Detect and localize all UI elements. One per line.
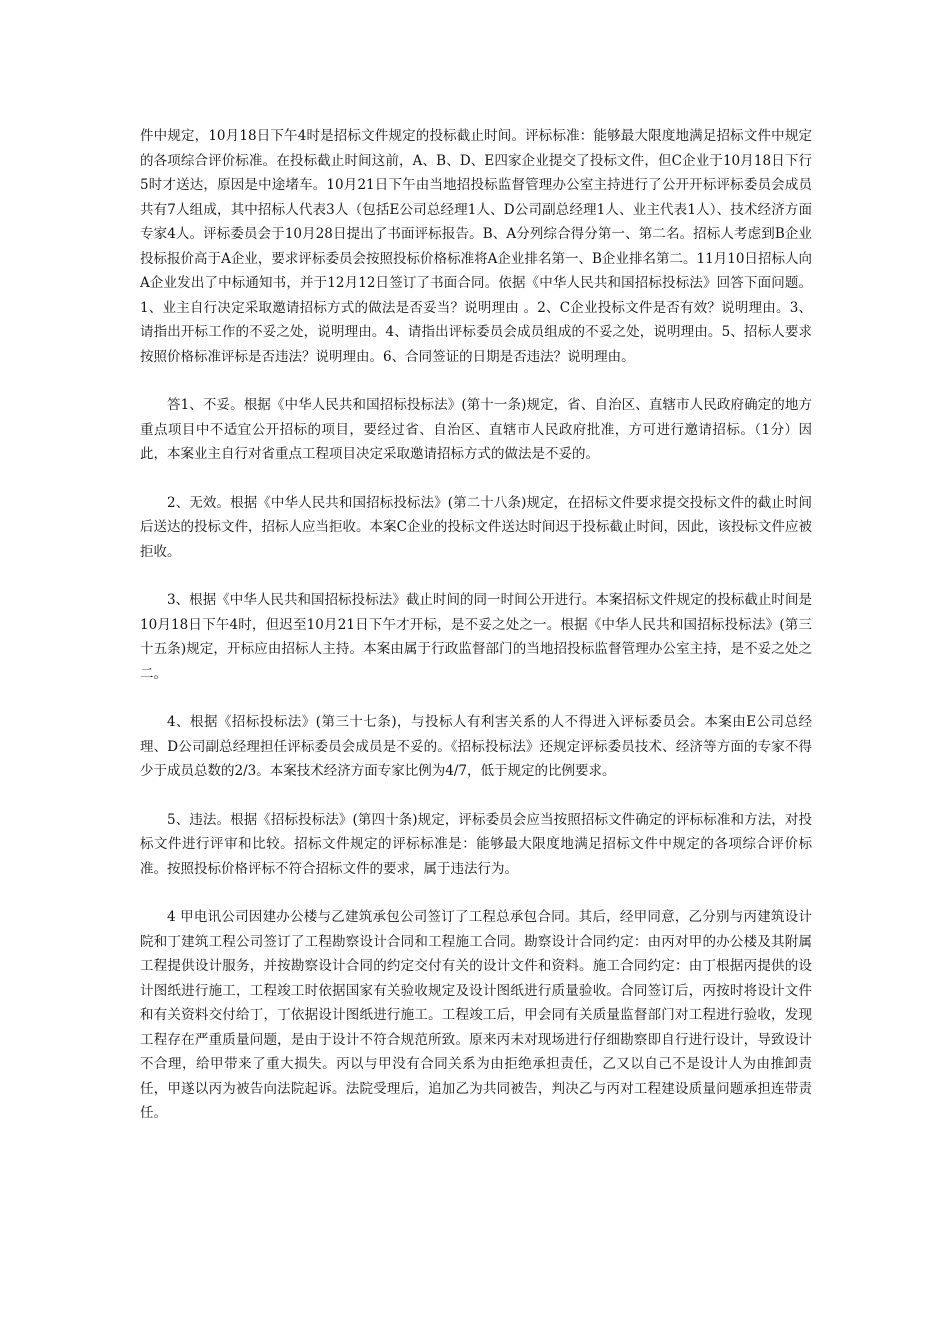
case-question-paragraph: 件中规定，10月18日下午4时是招标文件规定的投标截止时间。评标标准：能够最大限度地满足招标文件中规定的各项综合评价标准。在投标截止时间这前，A、B、D、E四家企业提交了投标文件，但C企业于10月18日下行5时才送达，原因是中途堵车。10月21日下午由当地招投标监督管理办公室主持进行了公开开标评标委员会成员共有7人组成，其中招标人代表3人（包括E公司总经理1人、D公司副总经理1人、业主代表1人）、技术经济方面专家4人。评标委员会于10月28日提出了书面评标报告。B、A分列综合得分第一、第二名。招标人考虑到B企业投标报价高于A企业，要求评标委员会按照投标价格标准将A企业排名第一、B企业排名第二。11月10日招标人向A企业发出了中标通知书，并于12月12日签订了书面合同。依据《中华人民共和国招标投标法》回答下面问题。1、业主自行决定采取邀请招标方式的做法是否妥当？说明理由 。2、C企业投标文件是否有效？说明理由。3、请指出开标工作的不妥之处，说明理由。4、请指出评标委员会成员组成的不妥之处，说明理由。5、招标人要求按照价格标准评标是否违法？说明理由。6、合同签证的日期是否违法？说明理由。	[140, 128, 812, 365]
answer-2-paragraph: 2、无效。根据《中华人民共和国招标投标法》(第二十八条)规定，在招标文件要求提交投标文件的截止时间后送达的投标文件，招标人应当拒收。本案C企业的投标文件送达时间迟于投标截止时间，因此，该投标文件应被拒收。	[140, 494, 812, 560]
answer-5-paragraph: 5、违法。根据《招标投标法》(第四十条)规定，评标委员会应当按照招标文件确定的评标标准和方法，对投标文件进行评审和比较。招标文件规定的评标标准是：能够最大限度地满足招标文件中规定的各项综合评价标准。按照投标价格评标不符合招标文件的要求，属于违法行为。	[140, 811, 812, 877]
answer-3-paragraph: 3、根据《中华人民共和国招标投标法》截止时间的同一时间公开进行。本案招标文件规定的投标截止时间是10月18日下午4时，但迟至10月21日下午才开标，是不妥之处之一。根据《中华人民共和国招标投标法》(第三十五条)规定，开标应由招标人主持。本案由属于行政监督部门的当地招投标监督管理办公室主持，是不妥之处之二。	[140, 592, 812, 682]
answer-4-paragraph: 4、根据《招标投标法》(第三十七条)，与投标人有利害关系的人不得进入评标委员会。本案由E公司总经理、D公司副总经理担任评标委员会成员是不妥的。《招标投标法》还规定评标委员技术、经济等方面的专家不得少于成员总数的2/3。本案技术经济方面专家比例为4/7，低于规定的比例要求。	[140, 714, 812, 779]
answer-1-paragraph: 答1、不妥。根据《中华人民共和国招标投标法》(第十一条)规定，省、自治区、直辖市人民政府确定的地方重点项目中不适宜公开招标的项目，要经过省、自治区、直辖市人民政府批准，方可进行邀请招标。（1分）因此，本案业主自行对省重点工程项目决定采取邀请招标方式的做法是不妥的。	[140, 397, 812, 462]
document-page	[140, 124, 812, 1150]
case-4-paragraph: 4 甲电讯公司因建办公楼与乙建筑承包公司签订了工程总承包合同。其后，经甲同意，乙分别与丙建筑设计院和丁建筑工程公司签订了工程勘察设计合同和工程施工合同。勘察设计合同约定：由丙对甲的办公楼及其附属工程提供设计服务，并按勘察设计合同的约定交付有关的设计文件和资料。施工合同约定：由丁根据丙提供的设计图纸进行施工，工程竣工时依据国家有关验收规定及设计图纸进行质量验收。合同签订后，丙按时将设计文件和有关资料交付给丁，丁依据设计图纸进行施工。工程竣工后，甲会同有关质量监督部门对工程进行验收，发现工程存在严重质量问题，是由于设计不符合规范所致。原来丙未对现场进行仔细勘察即自行进行设计，导致设计不合理，给甲带来了重大损失。丙以与甲没有合同关系为由拒绝承担责任，乙又以自己不是设计人为由推卸责任，甲遂以丙为被告向法院起诉。法院受理后，追加乙为共同被告，判决乙与丙对工程建设质量问题承担连带责任。	[140, 909, 812, 1121]
